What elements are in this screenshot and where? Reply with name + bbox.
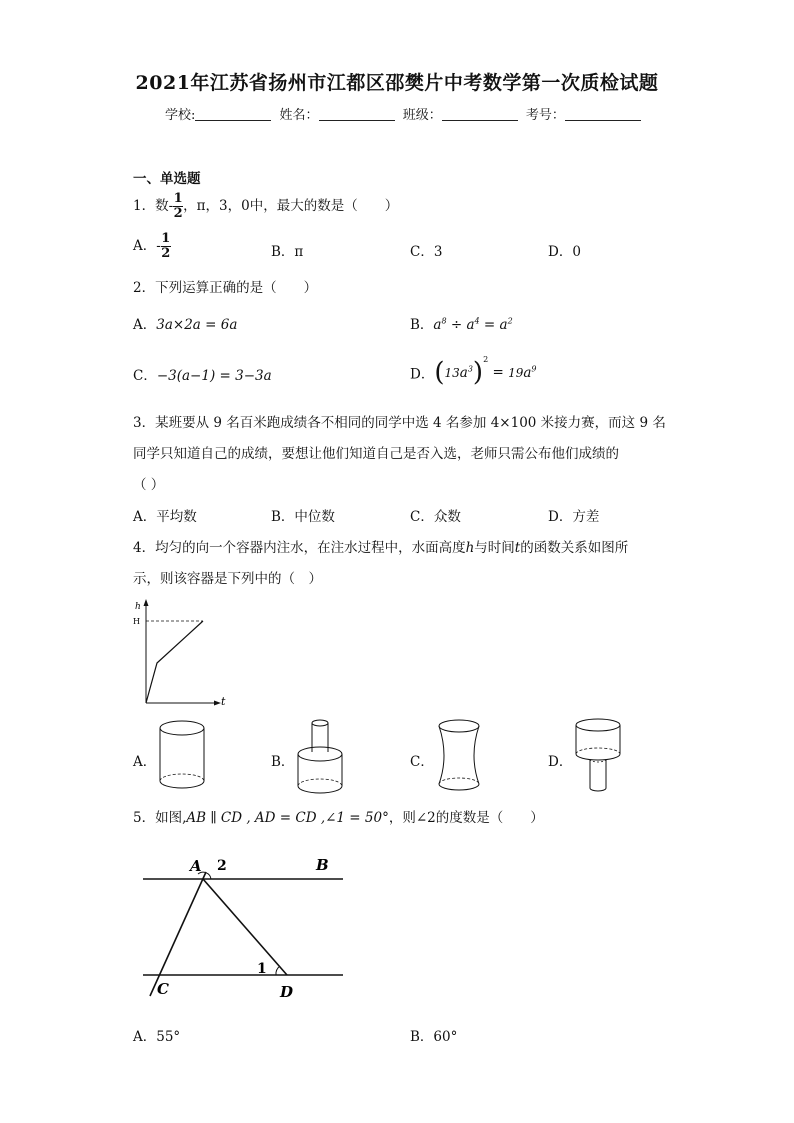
q1-option-d[interactable]: D．0 <box>548 244 581 260</box>
q1-option-b[interactable]: B．π <box>271 244 304 260</box>
q5-option-b[interactable]: B．60° <box>410 1029 458 1045</box>
q2-option-b[interactable]: B．$a^8 \div a^4 = a^2$ <box>410 316 513 333</box>
q3-option-c[interactable]: C．众数 <box>410 509 461 525</box>
name-blank[interactable] <box>319 108 395 121</box>
segment-AD <box>203 879 287 975</box>
q1-option-c[interactable]: C．3 <box>410 244 443 260</box>
question-1-stem: 1．数- $\frac{1}{2}$ ，π，3，0中，最大的数是（ ） <box>133 191 399 221</box>
q3-option-b[interactable]: B．中位数 <box>271 509 335 525</box>
number-blank[interactable] <box>565 108 641 121</box>
segment-AC <box>150 872 206 996</box>
q4-option-b-label[interactable]: B． <box>271 754 295 770</box>
q4-option-a-label[interactable]: A． <box>133 754 157 770</box>
q4-option-d-label[interactable]: D． <box>548 754 573 770</box>
class-blank[interactable] <box>442 108 518 121</box>
label-B: B <box>316 856 329 874</box>
container-cylinder-a[interactable] <box>158 718 208 793</box>
page-title: 2021年江苏省扬州市江都区邵樊片中考数学第一次质检试题 <box>135 72 659 94</box>
section-heading: 一、单选题 <box>133 171 201 187</box>
height-time-graph <box>125 595 235 710</box>
label-2: 2 <box>217 858 227 874</box>
student-info-line <box>165 104 645 123</box>
graph-line <box>146 621 203 703</box>
name-label: 姓名： <box>279 108 319 123</box>
question-5-stem: 5．如图,AB ∥ CD , AD = CD ,∠1 = 50°，则∠2的度数是（ ） <box>133 810 544 826</box>
q4-option-c-label[interactable]: C． <box>410 754 434 770</box>
container-hourglass[interactable] <box>434 718 486 794</box>
axis-label-t: t <box>221 695 226 708</box>
container-wide-top-narrow-bottom[interactable] <box>574 716 626 796</box>
question-3-line-2: 同学只知道自己的成绩，要想让他们知道自己是否入选，老师只需公布他们成绩的 <box>133 446 619 462</box>
number-label: 考号： <box>525 108 565 123</box>
school-label: 学校: <box>165 108 196 123</box>
label-1: 1 <box>257 961 267 977</box>
label-C: C <box>157 980 169 998</box>
q3-option-a[interactable]: A．平均数 <box>133 509 197 525</box>
q1-option-a[interactable]: A．- $\frac{1}{2}$ <box>133 231 171 261</box>
q2-option-d[interactable]: D．$(13a^3)^2 = 19a^9$ <box>410 355 537 388</box>
axis-label-H: H <box>133 617 140 626</box>
question-3-line-3: （ ） <box>133 477 165 493</box>
question-2-stem: 2．下列运算正确的是（ ） <box>133 280 318 296</box>
class-label: 班级： <box>402 108 442 123</box>
container-narrow-top-wide-bottom[interactable] <box>296 716 348 796</box>
q2-option-c[interactable]: C．−3(a−1) = 3−3a <box>133 368 272 384</box>
axis-label-h: h <box>135 602 141 612</box>
parallel-lines-triangle-figure <box>135 848 355 1003</box>
label-D: D <box>280 983 294 1001</box>
question-4-line-2: 示，则该容器是下列中的（ ） <box>133 571 322 587</box>
x-axis-arrow <box>214 701 221 706</box>
fraction-half: $\frac{1}{2}$ <box>161 231 171 261</box>
question-4-line-1: 4．均匀的向一个容器内注水，在注水过程中，水面高度h与时间t的函数关系如图所 <box>133 540 629 556</box>
y-axis-arrow <box>144 599 149 606</box>
question-3-line-1: 3．某班要从 9 名百米跑成绩各不相同的同学中选 4 名参加 4×100 米接力赛，而这 9 名 <box>133 415 666 431</box>
q3-option-d[interactable]: D．方差 <box>548 509 600 525</box>
school-blank[interactable] <box>195 108 271 121</box>
q5-option-a[interactable]: A．55° <box>133 1029 181 1045</box>
label-A: A <box>190 857 202 875</box>
fraction-half: $\frac{1}{2}$ <box>173 191 183 221</box>
q2-option-a[interactable]: A．3a×2a = 6a <box>133 317 238 333</box>
